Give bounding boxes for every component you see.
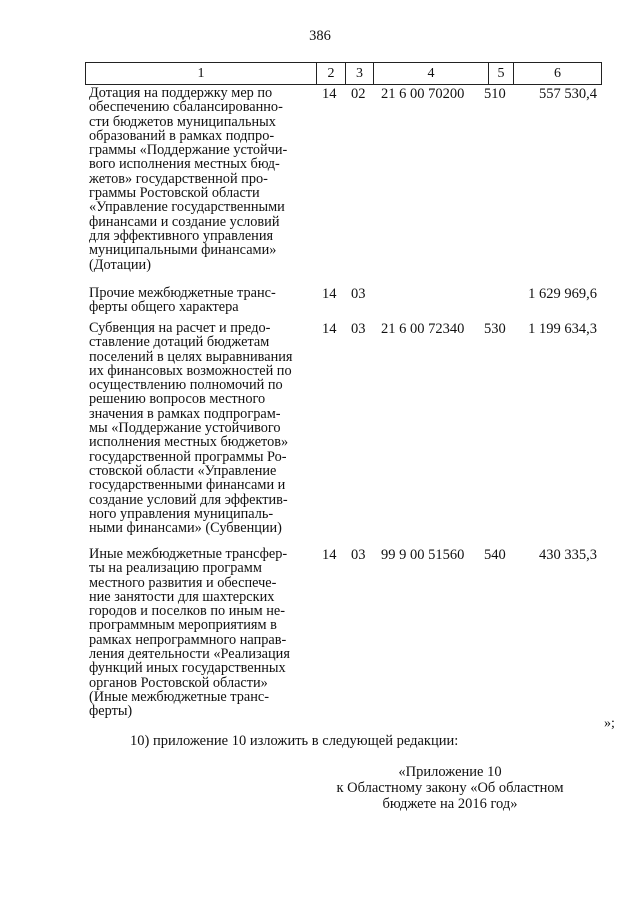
desc-line: граммы Ростовской области	[89, 185, 260, 202]
header-col-5: 5	[489, 63, 514, 85]
header-col-2: 2	[317, 63, 346, 85]
target-article-code: 21 6 00 72340	[381, 321, 465, 337]
subsection-code: 03	[351, 286, 366, 302]
desc-line: жетов» государственной про-	[89, 170, 268, 187]
amount-value: 1 199 634,3	[528, 321, 597, 337]
desc-line: рамках непрограммного направ-	[89, 631, 287, 648]
row-description	[89, 321, 307, 535]
appendix-law-reference: к Областному закону «Об областном	[336, 780, 564, 796]
appendix-heading	[320, 764, 580, 812]
desc-line: создание условий для эффектив-	[89, 491, 288, 508]
table-header	[85, 62, 602, 85]
appendix-title: «Приложение 10	[398, 764, 502, 780]
desc-line: Дотация на поддержку мер по	[89, 85, 273, 101]
desc-line: Прочие межбюджетные транс-	[89, 285, 276, 301]
desc-line: (Иные межбюджетные транс-	[89, 688, 269, 705]
desc-line: их финансовых возможностей по	[89, 362, 292, 379]
amount-value: 1 629 969,6	[528, 286, 597, 302]
header-col-1: 1	[86, 63, 317, 85]
expense-type-code: 530	[484, 321, 506, 337]
desc-line: для эффективного управления	[89, 227, 274, 244]
desc-line: обеспечению сбалансированно-	[89, 99, 283, 116]
desc-line: ферты общего характера	[89, 299, 239, 316]
desc-line: (Дотации)	[89, 256, 151, 273]
desc-line: граммы «Поддержание устойчи-	[89, 142, 288, 159]
desc-line: государственной программы Ро-	[89, 448, 287, 465]
desc-line: функций иных государственных	[89, 660, 286, 677]
desc-line: ты на реализацию программ	[89, 560, 262, 577]
appendix-law-reference-cont: бюджете на 2016 год»	[382, 796, 518, 812]
desc-line: исполнения местных бюджетов»	[89, 434, 289, 451]
desc-line: решению вопросов местного	[89, 391, 266, 408]
desc-line: вого исполнения местных бюд-	[89, 156, 280, 173]
section-code: 14	[322, 86, 337, 102]
expense-type-code: 540	[484, 547, 506, 563]
desc-line: значения в рамках подпрограм-	[89, 405, 281, 422]
desc-line: «Управление государственными	[89, 199, 285, 216]
table-closing-quote: »;	[604, 716, 615, 731]
subsection-code: 03	[351, 321, 366, 337]
desc-line: образований в рамках подпро-	[89, 127, 275, 144]
desc-line: местного развития и обеспече-	[89, 574, 277, 591]
amendment-item-10: 10) приложение 10 изложить в следующей редакции:	[130, 733, 459, 749]
desc-line: мы «Поддержание устойчивого	[89, 420, 281, 437]
row-description	[89, 286, 307, 315]
amount-value: 557 530,4	[539, 86, 597, 102]
desc-line: городов и поселков по иным не-	[89, 603, 286, 620]
amount-value: 430 335,3	[539, 547, 597, 563]
desc-line: стовской области «Управление	[89, 462, 277, 479]
desc-line: финансами и создание условий	[89, 213, 280, 230]
desc-line: ферты)	[89, 703, 133, 720]
desc-line: поселений в целях выравнивания	[89, 348, 293, 365]
target-article-code: 21 6 00 70200	[381, 86, 465, 102]
desc-line: осуществлению полномочий по	[89, 377, 283, 394]
desc-line: сти бюджетов муниципальных	[89, 113, 276, 130]
desc-line: органов Ростовской области»	[89, 674, 268, 691]
header-col-6: 6	[514, 63, 602, 85]
expense-type-code: 510	[484, 86, 506, 102]
row-description	[89, 86, 307, 272]
desc-line: ставление дотаций бюджетам	[89, 334, 270, 351]
desc-line: Иные межбюджетные трансфер-	[89, 546, 288, 562]
desc-line: ления деятельности «Реализация	[89, 646, 290, 663]
desc-line: программным мероприятиям в	[89, 617, 277, 634]
header-col-3: 3	[346, 63, 374, 85]
desc-line: ние занятости для шахтерских	[89, 588, 275, 605]
desc-line: государственными финансами и	[89, 477, 286, 494]
section-code: 14	[322, 547, 337, 563]
page-number: 386	[309, 28, 331, 44]
target-article-code: 99 9 00 51560	[381, 547, 465, 563]
row-description	[89, 547, 307, 719]
desc-line: ного управления муниципаль-	[89, 505, 274, 522]
desc-line: муниципальными финансами»	[89, 242, 277, 259]
subsection-code: 03	[351, 547, 366, 563]
desc-line: ными финансами» (Субвенции)	[89, 520, 282, 537]
desc-line: Субвенция на расчет и предо-	[89, 320, 271, 336]
section-code: 14	[322, 321, 337, 337]
subsection-code: 02	[351, 86, 366, 102]
section-code: 14	[322, 286, 337, 302]
header-col-4: 4	[374, 63, 489, 85]
